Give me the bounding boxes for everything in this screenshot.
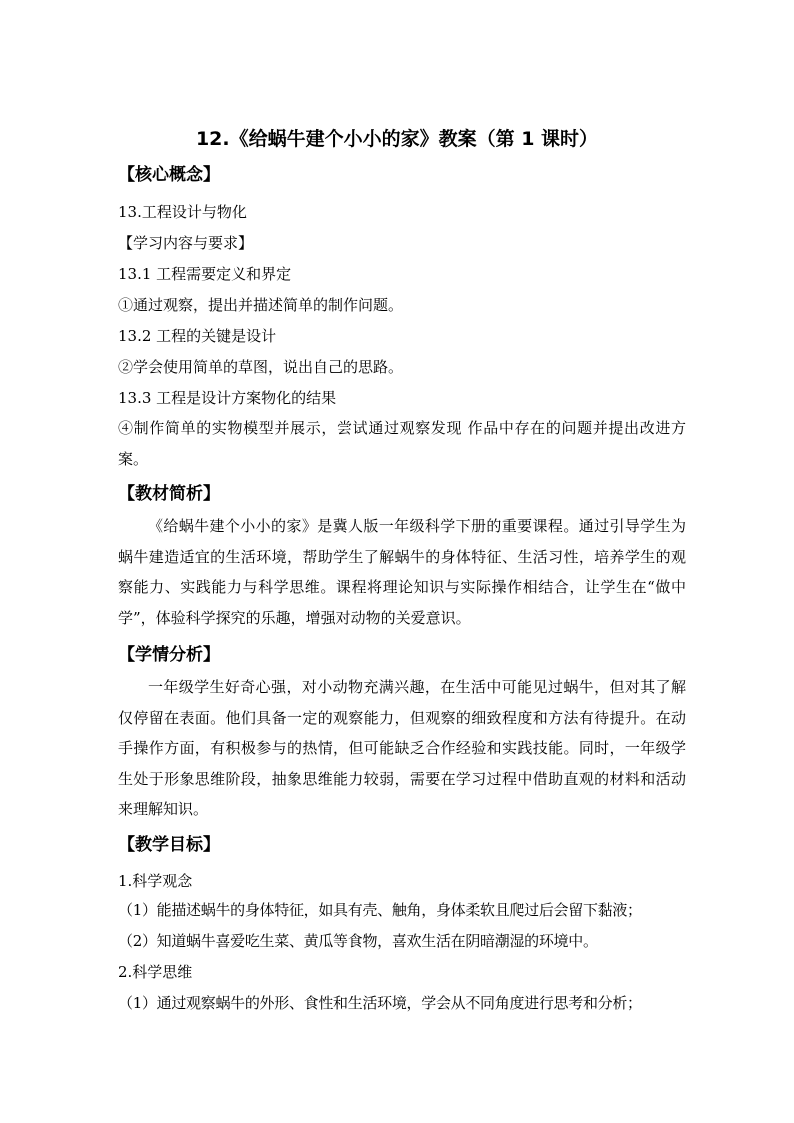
thinking-item: （1）通过观察蜗牛的外形、食性和生活环境，学会从不同角度进行思考和分析； — [118, 994, 642, 1012]
science-thinking-heading: 2.科学思维 — [118, 963, 193, 981]
document-title: 12.《给蜗牛建个小小的家》教案（第 1 课时） — [195, 128, 599, 150]
requirement-item: 13.3 工程是设计方案物化的结果 — [118, 389, 337, 407]
student-analysis-paragraph: 一年级学生好奇心强，对小动物充满兴趣，在生活中可能见过蜗牛，但对其了解仅停留在表面。他们具备一定的观察能力，但观察的细致程度和方法有待提升。在动手操作方面，有积极参与的热情，但可能缺乏合作经验和实践技能。同时，一年级学生处于形象思维阶段，抽象思维能力较弱，需要在学习过程中借助直观的材料和活动来理解知识。 — [118, 678, 686, 818]
requirement-item: 13.1 工程需要定义和界定 — [118, 265, 292, 283]
requirement-item: ④制作简单的实物模型并展示，尝试通过观察发现 作品中存在的问题并提出改进方案。 — [118, 419, 686, 468]
requirements-heading: 【学习内容与要求】 — [118, 234, 254, 252]
science-concept-heading: 1.科学观念 — [118, 872, 193, 890]
textbook-analysis-heading: 【教材简析】 — [118, 484, 220, 504]
student-analysis-heading: 【学情分析】 — [118, 645, 220, 665]
textbook-analysis-paragraph: 《给蜗牛建个小小的家》是冀人版一年级科学下册的重要课程。通过引导学生为蜗牛建造适宜的生活环境，帮助学生了解蜗牛的身体特征、生活习性，培养学生的观察能力、实践能力与科学思维。课程将理论知识与实际操作相结合，让学生在“做中学”，体验科学探究的乐趣，增强对动物的关爱意识。 — [118, 517, 686, 627]
core-concept-text: 13.工程设计与物化 — [118, 203, 247, 221]
concept-item: （1）能描述蜗牛的身体特征，如具有壳、触角，身体柔软且爬过后会留下黏液； — [118, 901, 642, 919]
requirement-item: ①通过观察，提出并描述简单的制作问题。 — [118, 296, 404, 314]
core-concept-heading: 【核心概念】 — [118, 165, 220, 185]
requirement-item: ②学会使用简单的草图，说出自己的思路。 — [118, 358, 404, 376]
requirement-item: 13.2 工程的关键是设计 — [118, 327, 277, 345]
teaching-goals-heading: 【教学目标】 — [118, 835, 220, 855]
concept-item: （2）知道蜗牛喜爱吃生菜、黄瓜等食物，喜欢生活在阴暗潮湿的环境中。 — [118, 932, 598, 950]
